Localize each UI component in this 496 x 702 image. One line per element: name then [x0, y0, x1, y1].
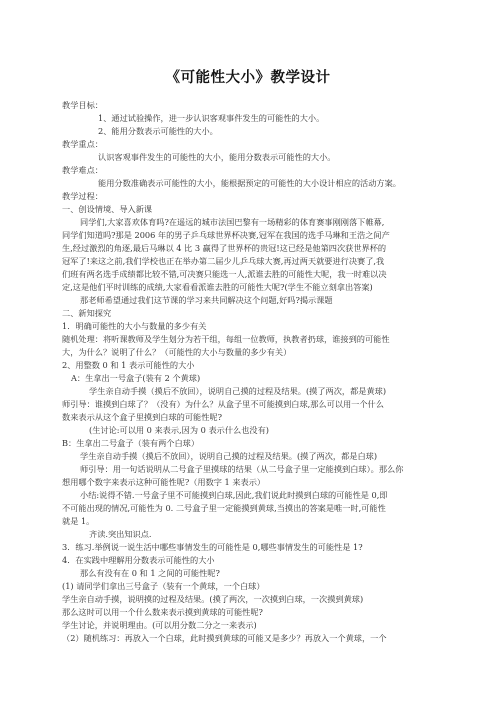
text-line: 学生亲自动手摸，说明摸的过程及结果。(摸了两次，一次摸到白球，一次摸到黄球)	[62, 594, 364, 604]
text-line: 师引导：用一句话说明从二号盒子里摸球的结果（从二号盒子里一定能摸到白球）。那么你	[80, 464, 404, 474]
text-line: 那么这时可以用一个什么数来表示摸到黄球的可能性呢?	[62, 607, 263, 617]
text-line: 学生讨论，并说明理由。(可以用分数二分之一来表示)	[62, 620, 257, 630]
text-line: 同学们知道吗?那是 2006 年的男子乒乓球世界杯决赛,冠军在我国的选手马琳和王浩之间产	[62, 230, 390, 240]
text-line: 定,这是他们平时训练的成绩,大家看看派谁去胜的可能性大呢?(学生不能立刻拿出答案)	[62, 282, 373, 292]
text-line: 齐读.突出知识点.	[89, 529, 152, 539]
text-line: 2、用整数 0 和 1 表示可能性的大小	[62, 360, 195, 370]
text-line: 冠军了!来这之前,我们学校也正在举办第二届少儿乒乓球大赛,再过两天就要进行决赛了,我	[62, 256, 385, 266]
text-line: A：生拿出一号盒子(装有 2 个黄球)	[71, 373, 201, 383]
text-line: 小结:说得不错.一号盒子里不可能摸到白球,因此,我们说此时摸到白球的可能性是 0,即	[80, 490, 388, 500]
text-line: 生,经过激烈的角逐,最后马琳以 4 比 3 赢得了世界杯的贵冠!这已经是他第四次获世界杯的	[62, 243, 387, 253]
text-line: （2）随机练习：再放入一个白球，此时摸到黄球的可能又是多少？再放入一个黄球，一个	[62, 633, 387, 643]
text-line: 数来表示从这个盒子里摸到白球的可能性呢?	[62, 412, 222, 422]
text-line: 学生亲自动手摸（摸后不放回），说明自己摸的过程及结果。(摸了两次，都是白球)	[80, 451, 378, 461]
text-line: 学生亲自动手摸（摸后不放回），说明自己摸的过程及结果。(摸了两次，都是黄球)	[89, 386, 387, 396]
text-line: 认识客观事件发生的可能性的大小，能用分数表示可能性的大小。	[98, 152, 336, 162]
text-line: 同学们,大家喜欢体育吗?在遥远的城市法国巴黎有一场精彩的体育赛事刚刚落下帷幕,	[80, 217, 385, 227]
text-line: 那么有没有在 0 和 1 之间的可能性呢?	[80, 568, 220, 578]
text-line: (生讨论:可以用 0 来表示,因为 0 表示什么也没有)	[89, 425, 269, 435]
text-line: 3．练习.举例说一说生活中哪些事情发生的可能性是 0,哪些事情发生的可能性是 1?	[62, 542, 363, 552]
text-line: 就是 1。	[62, 516, 95, 526]
text-line: 们班有两名选手成绩都比较不错,可决赛只能选一人,派谁去胜的可能性大呢，我一时难以决	[62, 269, 387, 279]
text-line: 大，为什么？说明了什么？（可能性的大小与数量的多少有关）	[62, 347, 292, 357]
text-line: 1、通过试验操作，进一步认识客观事件发生的可能性的大小。	[98, 113, 325, 123]
text-line: 不可能出现的情况,可能性为 0. 二号盒子里一定能摸到黄球,当摸出的答案是唯一时,可能性	[62, 503, 386, 513]
text-line: 能用分数准确表示可能性的大小，能根据预定的可能性的大小设计相应的活动方案。	[98, 178, 401, 188]
text-line: 4．在实践中理解用分数表示可能性的大小	[62, 555, 215, 565]
text-line: 师引导：谁摸到白球了？（没有）为什么？从盒子里不可能摸到白球,那么可以用一个什么	[62, 399, 384, 409]
text-line: 随机处理：将听课教师及学生划分为若干组，每组一位教师，执教者扔球，谁接到的可能性	[62, 334, 390, 344]
text-line: (1) 请同学们拿出三号盒子（装有一个黄球，一个白球）	[62, 581, 265, 591]
text-line: 2、能用分数表示可能性的大小。	[98, 126, 218, 136]
text-line: 想用哪个数字来表示这种可能性呢?（用数字 1 来表示）	[62, 477, 266, 487]
text-line: 教学难点：	[62, 165, 103, 175]
text-line: 教学目标：	[62, 100, 103, 110]
text-line: B：生拿出二号盒子（装有两个白球）	[62, 438, 200, 448]
text-line: 教学过程：	[62, 191, 103, 201]
text-line: 一、创设情境、导入新课	[62, 204, 153, 214]
text-line: 教学重点：	[62, 139, 103, 149]
document-title: 《可能性大小》教学设计	[165, 70, 331, 86]
text-line: 二、新知探究	[62, 308, 112, 318]
text-line: 1．明确可能性的大小与数量的多少有关	[62, 321, 207, 331]
text-line: 那老师希望通过我们这节课的学习来共同解决这个问题,好吗?揭示课题	[80, 295, 333, 305]
